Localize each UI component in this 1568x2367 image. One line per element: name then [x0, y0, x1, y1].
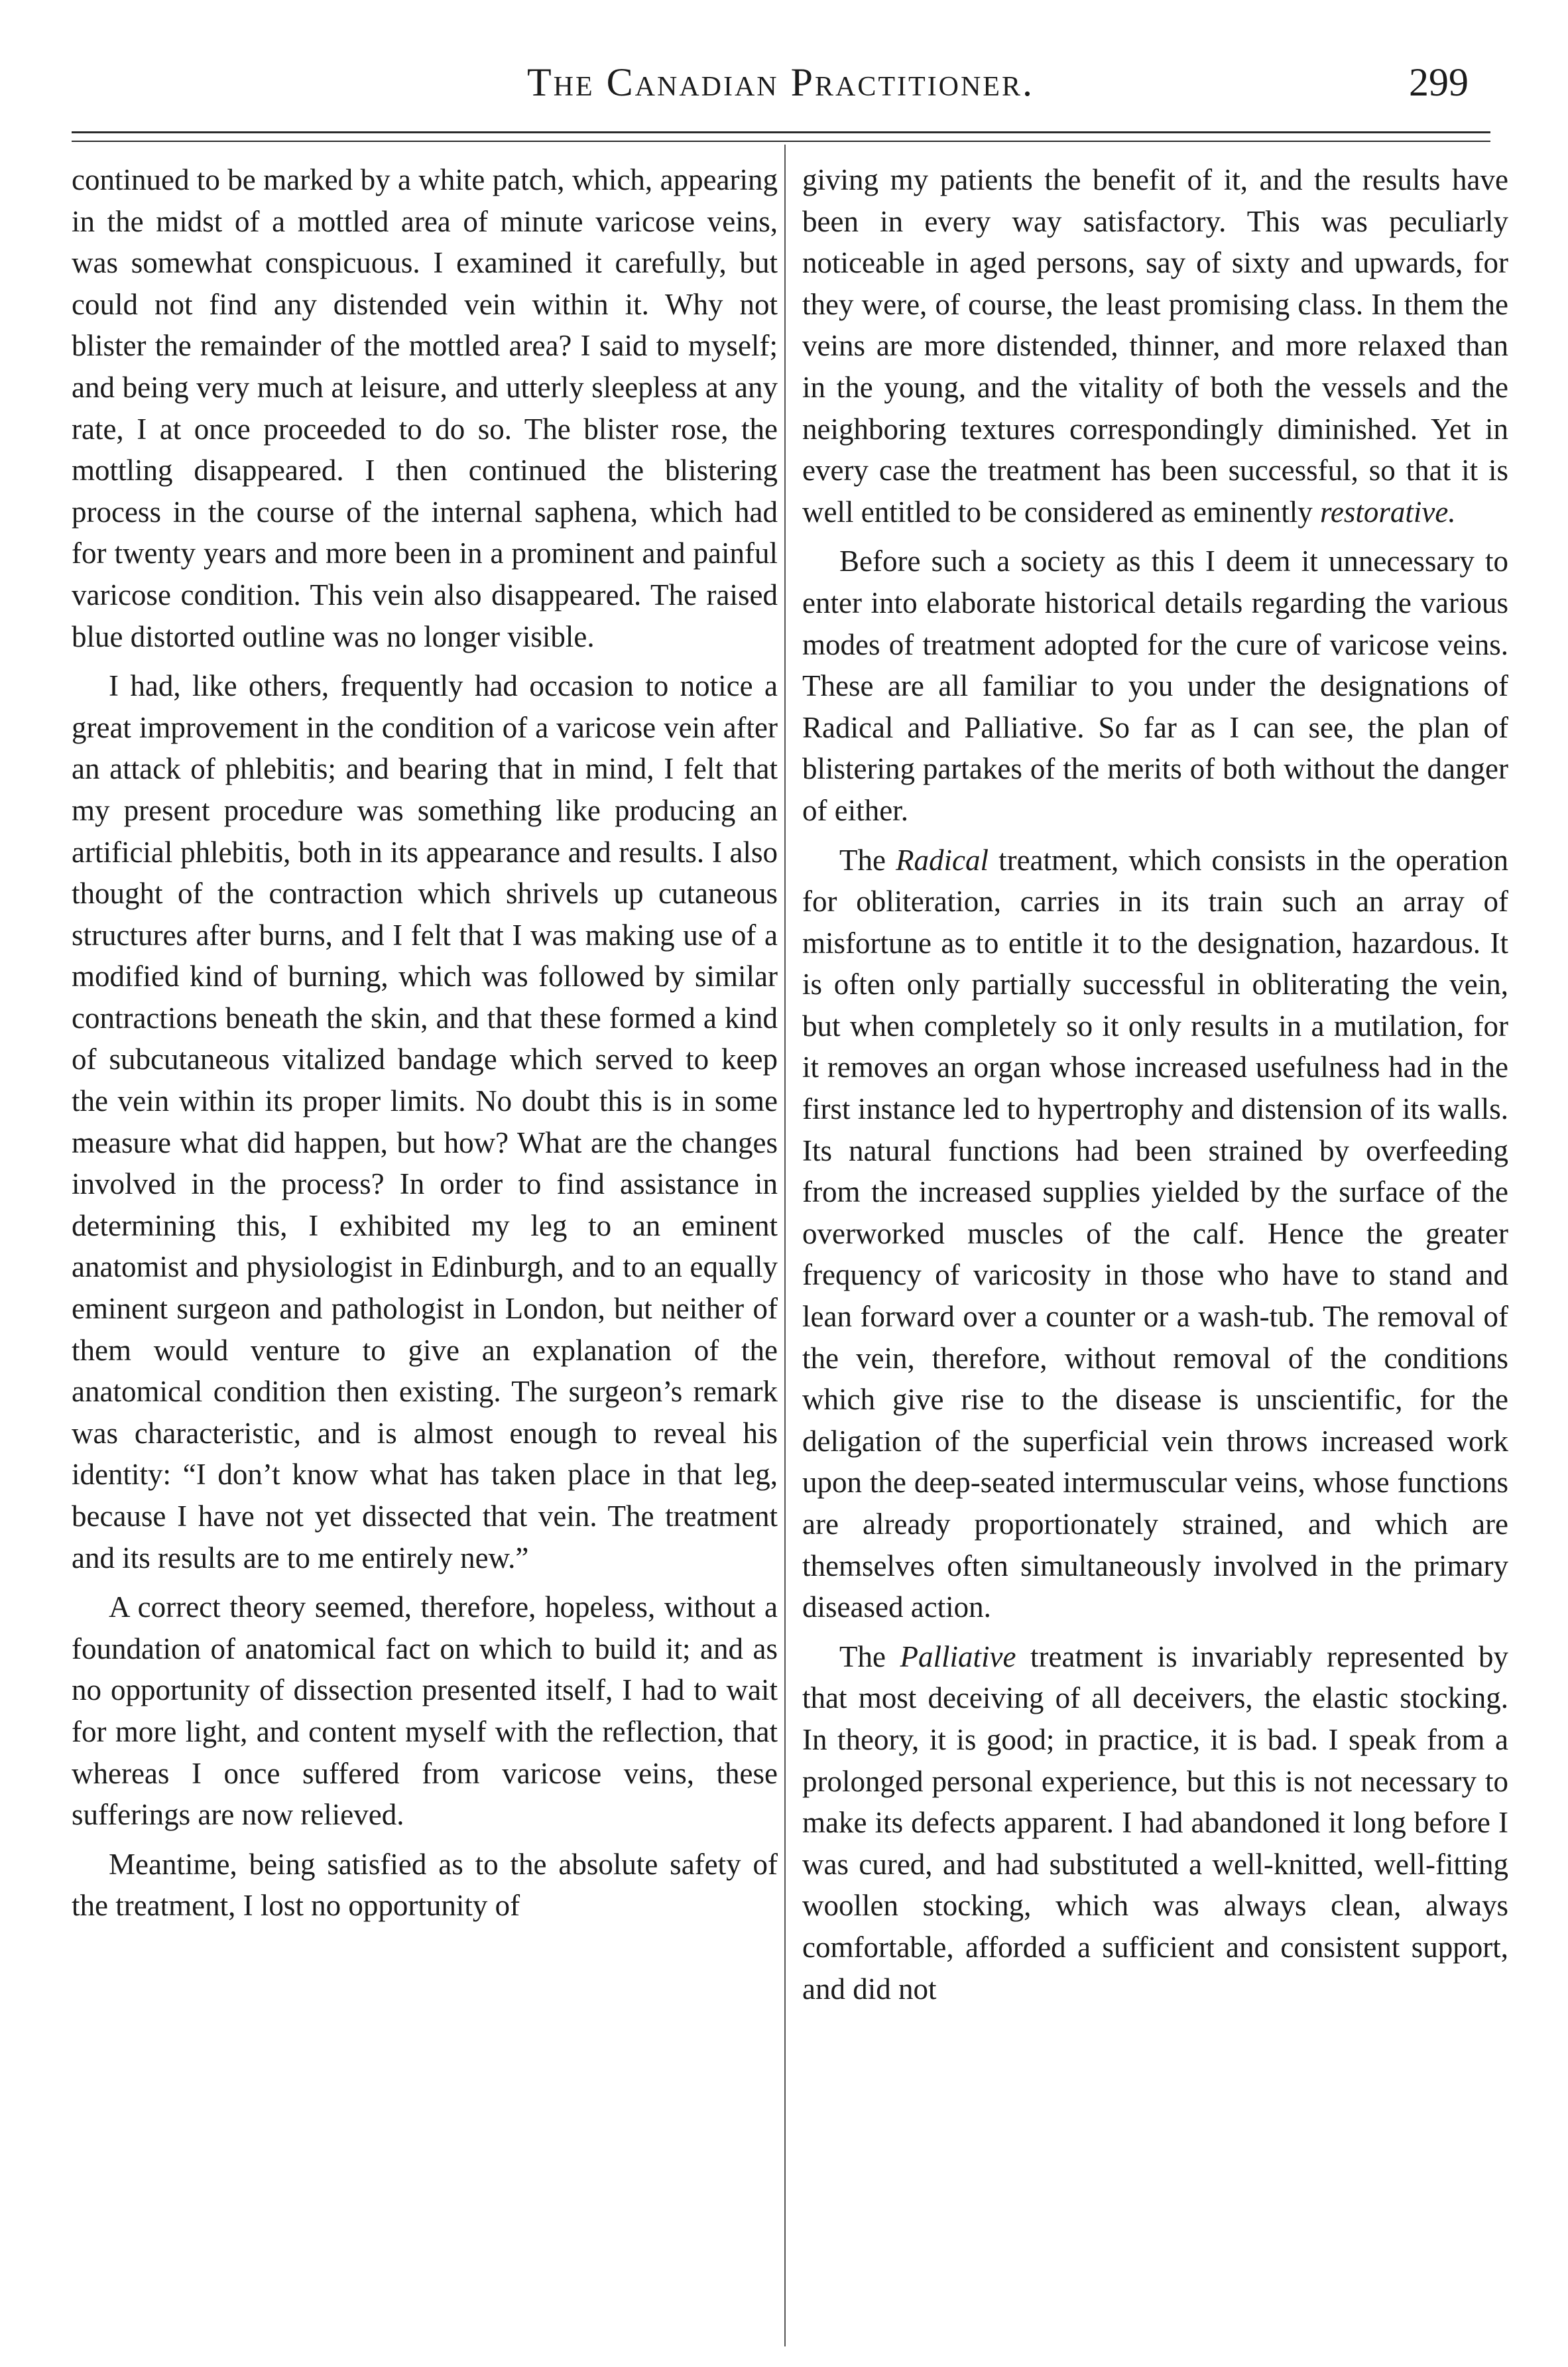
left-column	[72, 159, 778, 1935]
column-divider	[784, 145, 786, 2346]
paragraph: Meantime, being satisfied as to the absolute safety of the treatment, I lost no opportunity of	[72, 1847, 778, 1923]
paragraph: I had, like others, frequently had occasion to notice a great improvement in the condition of a varicose vein after an attack of phlebitis; and bearing that in mind, I felt that my present procedure was something like producing an artificial phlebitis, both in its appearance and results. I also thought of the contraction which shrivels up cutaneous structures after burns, and I felt that I was making use of a modified kind of burning, which was followed by similar contractions beneath the skin, and that these formed a kind of subcutaneous vitalized bandage which served to keep the vein within its proper limits. No doubt this is in some measure what did happen, but how? What are the changes involved in the process? In order to find assistance in determining this, I exhibited my leg to an eminent anatomist and physiologist in Edinburgh, and to an equally eminent surgeon and pathologist in London, but neither of them would venture to give an explanation of the anatomical condition then existing. The surgeon’s remark was characteristic, and is almost enough to reveal his identity: “I don’t know what has taken place in that leg, because I have not yet dissected that vein. The treatment and its results are to me entirely new.”	[72, 669, 778, 1574]
paragraph-text: giving my patients the benefit of it, and the results have been in every way satisfactory. This was peculiarly noticeable in aged persons, say of sixty and upwards, for they were, of course, the least promising class. In them the veins are more distended, thinner, and more relaxed than in the young, and the vitality of both the vessels and the neighboring textures correspondingly diminished. Yet in every case the treatment has been successful, so that it is well entitled to be considered as eminently	[802, 163, 1508, 529]
paragraph	[802, 159, 1508, 533]
paragraph	[802, 840, 1508, 1628]
paragraph-lead: The	[839, 843, 886, 877]
paragraph: continued to be marked by a white patch, which, appearing in the midst of a mottled area of minute varicose veins, was somewhat conspicuous. I examined it carefully, but could not find any distended vein within it. Why not blister the remainder of the mottled area? I said to myself; and being very much at leisure, and utterly sleepless at any rate, I at once proceeded to do so. The blister rose, the mottling disappeared. I then continued the blistering process in the course of the internal saphena, which had for twenty years and more been in a prominent and painful varicose condition. This vein also disappeared. The raised blue distorted outline was no longer visible.	[72, 163, 778, 653]
paragraph	[802, 1636, 1508, 2010]
right-column	[802, 159, 1508, 2017]
running-title: The Canadian Practitioner.	[527, 60, 1034, 104]
paragraph: Before such a society as this I deem it unnecessary to enter into elaborate historical details regarding the various modes of treatment adopted for the cure of varicose veins. These are all familiar to you under the designations of Radical and Palliative. So far as I can see, the plan of blistering partakes of the merits of both without the danger of either.	[802, 544, 1508, 827]
page-header	[73, 60, 1488, 139]
header-rule-thick	[72, 131, 1490, 133]
paragraph-text: treatment, which consists in the operation for obliteration, carries in its train such an array of misfortune as to entitle it to the designation, hazardous. It is often only partially successful in obliterating the vein, but when completely so it only results in a mutilation, for it removes an organ whose increased usefulness had in the first instance led to hypertrophy and distension of its walls. Its natural functions had been strained by overfeeding from the increased supplies yielded by the surface of the overworked muscles of the calf. Hence the greater frequency of varicosity in those who have to stand and lean forward over a counter or a wash-tub. The removal of the vein, therefore, without removal of the conditions which give rise to the disease is unscientific, for the deligation of the superficial vein throws increased work upon the deep-seated intermuscular veins, whose functions are already proportionately strained, and which are themselves often simultaneously involved in the primary diseased action.	[802, 843, 1509, 1624]
italic-term: Radical	[896, 843, 989, 877]
page-number: 299	[1409, 60, 1469, 104]
paragraph: A correct theory seemed, therefore, hopeless, without a foundation of anatomical fact on which to build it; and as no opportunity of dissection presented itself, I had to wait for more light, and content myself with the reflection, that whereas I once suffered from varicose veins, these sufferings are now relieved.	[72, 1590, 778, 1832]
paragraph-text: treatment is invariably represented by that most deceiving of all deceivers, the elastic stocking. In theory, it is good; in practice, it is bad. I speak from a prolonged personal experience, but this is not necessary to make its defects apparent. I had abandoned it long before I was cured, and had substituted a well-knitted, well-fitting woollen stocking, which was always clean, always comfortable, afforded a sufficient and consistent support, and did not	[802, 1639, 1509, 2006]
italic-term: restorative.	[1320, 495, 1456, 529]
paragraph-lead: The	[839, 1639, 886, 1673]
italic-term: Palliative	[900, 1639, 1016, 1673]
header-rule-thin	[72, 141, 1490, 142]
